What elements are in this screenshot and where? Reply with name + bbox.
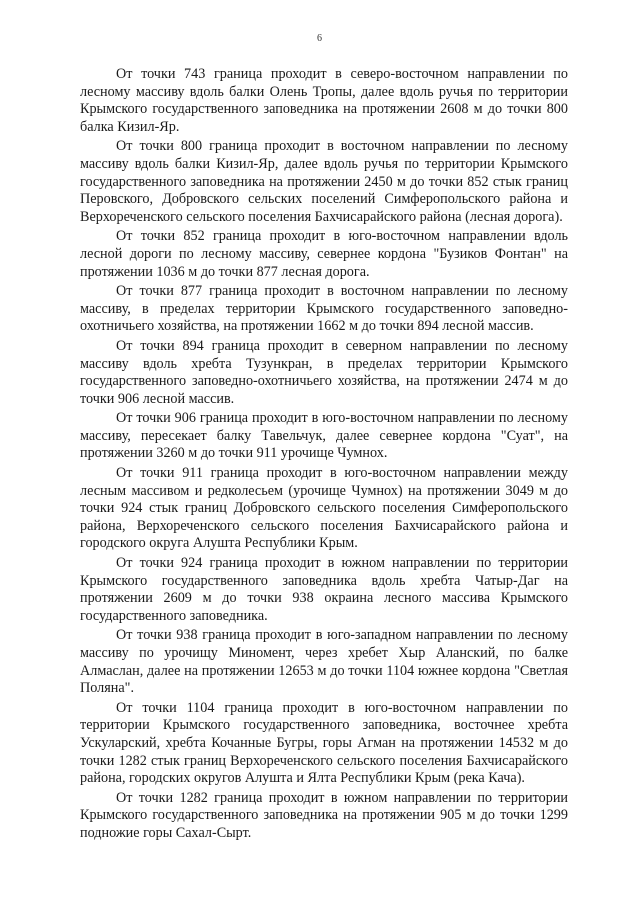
paragraph-point-938: От точки 938 граница проходит в юго-западном направлении по лесному массиву по урочищу Миномент, через хребет Хыр Аланский, по балке Алмаслан, далее на протяжении 12653 м до точки 1104 южнее кордона "Светлая Поляна". [80, 627, 568, 697]
paragraph-point-743: От точки 743 граница проходит в северо-восточном направлении по лесному массиву вдоль балки Олень Тропы, далее вдоль ручья по территории Крымского государственного заповедника на протяжении 2608 м до точки 800 балка Кизил-Яр. [80, 66, 568, 135]
paragraph-point-852: От точки 852 граница проходит в юго-восточном направлении вдоль лесной дороги по лесному массиву, севернее кордона "Бузиков Фонтан" на протяжении 1036 м до точки 877 лесная дорога. [80, 228, 568, 280]
paragraph-point-924: От точки 924 граница проходит в южном направлении по территории Крымского государственного заповедника вдоль хребта Чатыр-Даг на протяжении 2609 м до точки 938 окраина лесного массива Крымского государственного заповедника. [80, 555, 568, 624]
page-number: 6 [317, 33, 322, 44]
paragraph-point-894: От точки 894 граница проходит в северном направлении по лесному массиву вдоль хребта Тузункран, в пределах территории Крымского государственного заповедно-охотничьего хозяйства, на протяжении 2474 м до точки 906 лесной массив. [80, 337, 568, 407]
paragraph-point-1282: От точки 1282 граница проходит в южном направлении по территории Крымского государственного заповедника на протяжении 905 м до точки 1299 подножие горы Сахал-Сырт. [80, 789, 568, 841]
paragraph-point-1104: От точки 1104 граница проходит в юго-восточном направлении по территории Крымского государственного заповедника, восточнее хребта Ускуларский, хребта Кочанные Бугры, горы Агман на протяжении 14532 м до точки 1282 стык границ Верхореченского сельского поселения Бахчисарайского района, городских округов Алушта и Ялта Республики Крым (река Кача). [80, 699, 568, 787]
paragraph-point-877: От точки 877 граница проходит в восточном направлении по лесному массиву, в пределах территории Крымского государственного заповедно-охотничьего хозяйства, на протяжении 1662 м до точки 894 лесной массив. [80, 283, 568, 335]
paragraph-point-911: От точки 911 граница проходит в юго-восточном направлении между лесным массивом и редколесьем (урочище Чумнох) на протяжении 3049 м до точки 924 стык границ Добровского сельского поселения Симферопольского района, Верхореченского сельского поселения Бахчисарайского района и городского округа Алушта Республики Крым. [80, 465, 568, 552]
document-body [80, 66, 568, 845]
paragraph-point-906: От точки 906 граница проходит в юго-восточном направлении по лесному массиву, пересекает балку Тавельчук, далее севернее кордона "Суат", на протяжении 3260 м до точки 911 урочище Чумнох. [80, 410, 568, 462]
paragraph-point-800: От точки 800 граница проходит в восточном направлении по лесному массиву вдоль балки Кизил-Яр, далее вдоль ручья по территории Крымского государственного заповедника на протяжении 2450 м до точки 852 стык границ Перовского, Добровского сельских поселений Симферопольского района и Верхореченского сельского поселения Бахчисарайского района (лесная дорога). [80, 138, 568, 225]
